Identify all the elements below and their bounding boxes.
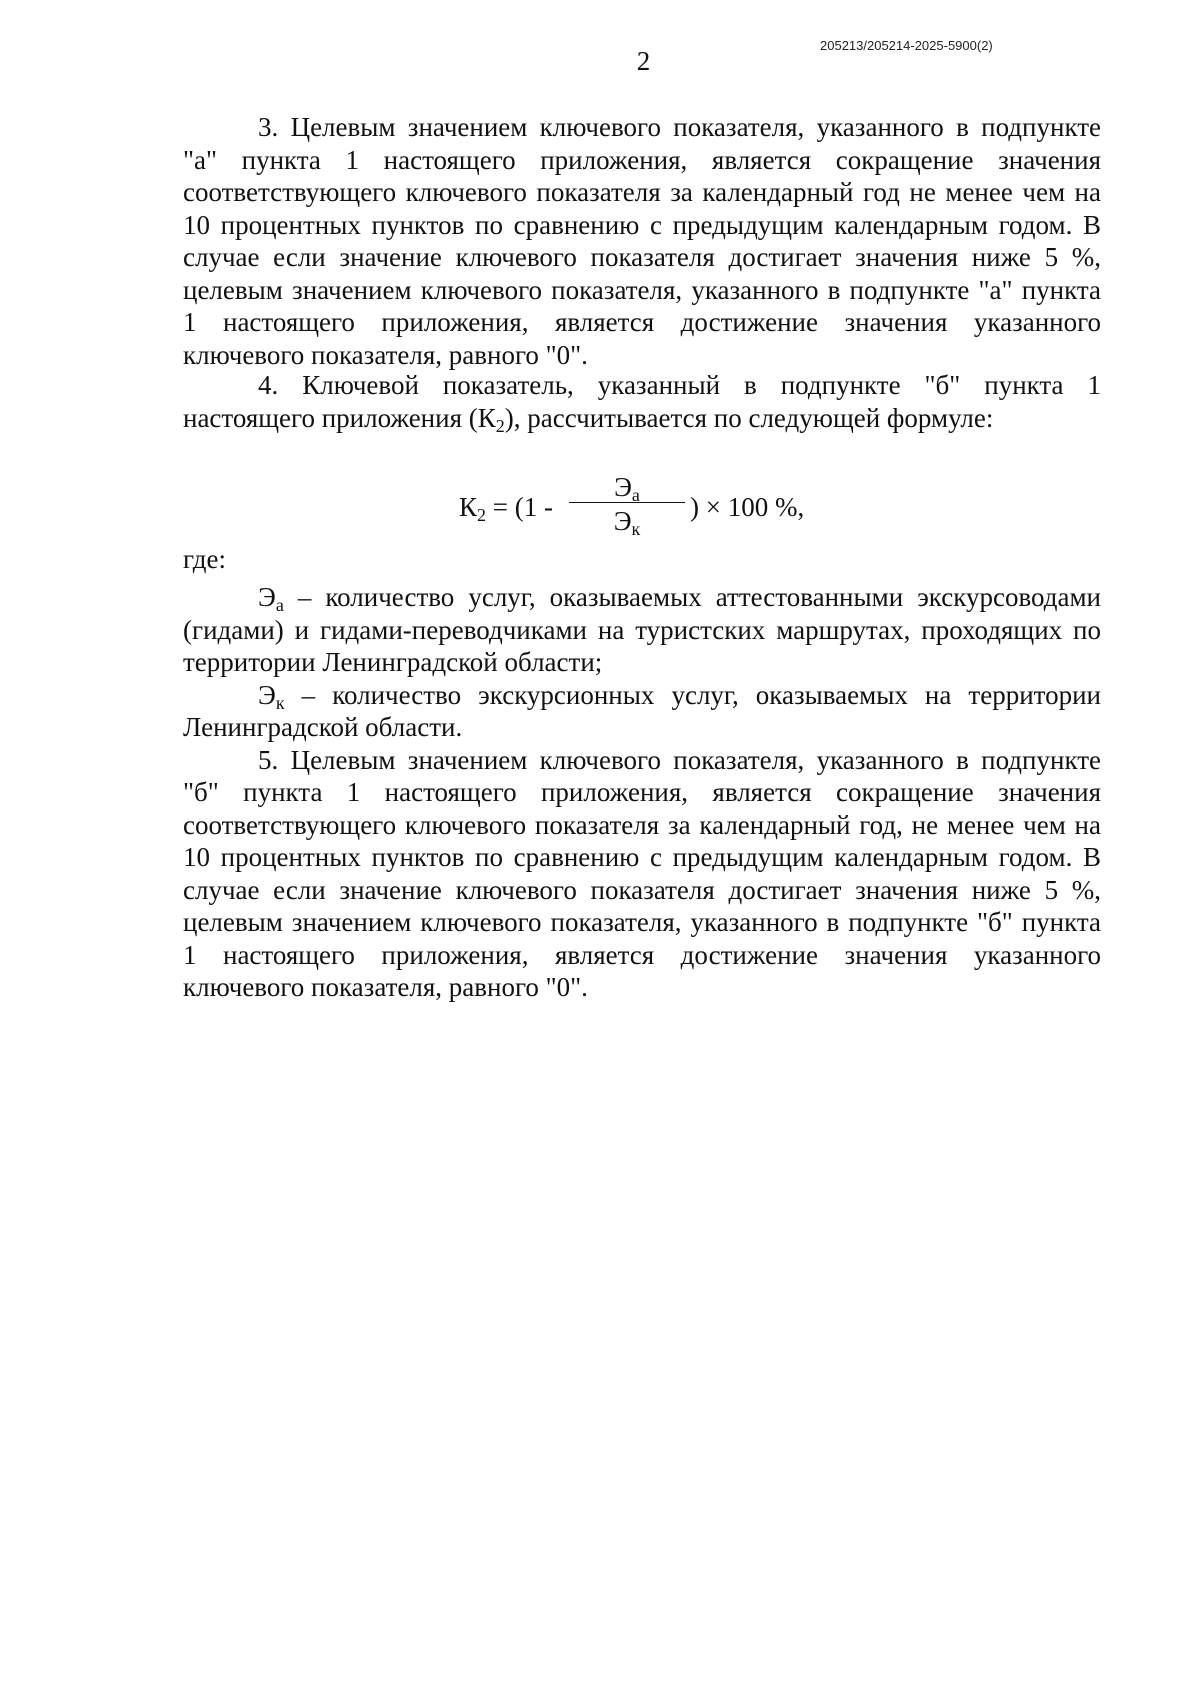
fraction-line [569, 502, 685, 503]
denominator-symbol: Э [613, 506, 632, 536]
ea-symbol: Э [258, 582, 276, 612]
formula-k-subscript: 2 [477, 505, 487, 525]
ek-symbol: Э [258, 679, 276, 710]
ea-text: – количество услуг, оказываемых аттестованными экскурсоводами (гидами) и гидами-переводчиками на туристских маршрутах, проходящих по территории Ленинградской области; [183, 582, 1101, 677]
numerator-subscript: а [631, 485, 640, 505]
formula-k-symbol: К [459, 492, 478, 522]
paragraph-4 [183, 369, 1101, 434]
formula-left [459, 492, 553, 525]
formula-right: ) × 100 %, [690, 492, 805, 522]
formula-left-operator: = (1 - [486, 492, 553, 522]
ek-text: – количество экскурсионных услуг, оказываемых на территории Ленинградской области. [183, 679, 1101, 742]
definition-ek [183, 679, 1101, 744]
formula-fraction [569, 472, 685, 539]
where-label: где: [183, 544, 226, 574]
paragraph-4-text-end: ), рассчитывается по следующей формуле: [504, 402, 994, 433]
document-id: 205213/205214-2025-5900(2) [820, 38, 993, 53]
paragraph-3-block [183, 111, 1101, 371]
ea-subscript: а [275, 595, 284, 615]
definitions-block [183, 581, 1101, 1004]
ek-subscript: к [275, 692, 285, 713]
where-block [183, 543, 1101, 576]
paragraph-5: 5. Целевым значением ключевого показателя, указанного в подпункте "б" пункта 1 настоящего приложения, является сокращение значения соответствующего ключевого показателя за календарный год, не менее чем на 10 процентных пунктов по сравнению с предыдущим календарным годом. В случае если значение ключевого показателя достигает значения ниже 5 %, целевым значением ключевого показателя, указанного в подпункте "б" пункта 1 настоящего приложения, является достижение значения указанного ключевого показателя, равного "0". [183, 744, 1101, 1002]
paragraph-4-text: 4. Ключевой показатель, указанный в подпункте "б" пункта 1 настоящего приложения (К [183, 370, 1101, 433]
page-number: 2 [636, 46, 651, 76]
paragraph-3: 3. Целевым значением ключевого показателя, указанного в подпункте "а" пункта 1 настоящего приложения, является сокращение значения соответствующего ключевого показателя за календарный год не менее чем на 10 процентных пунктов по сравнению с предыдущим календарным годом. В случае если значение ключевого показателя достигает значения ниже 5 %, целевым значением ключевого показателя, указанного в подпункте "а" пункта 1 настоящего приложения, является достижение значения указанного ключевого показателя, равного "0". [183, 112, 1101, 370]
numerator-symbol: Э [614, 472, 632, 502]
formula-denominator [569, 506, 685, 539]
definition-ea [183, 581, 1101, 679]
paragraph-4-subscript: 2 [495, 415, 505, 436]
formula-numerator [569, 472, 685, 505]
paragraph-4-block [183, 369, 1101, 434]
denominator-subscript: к [631, 519, 641, 539]
